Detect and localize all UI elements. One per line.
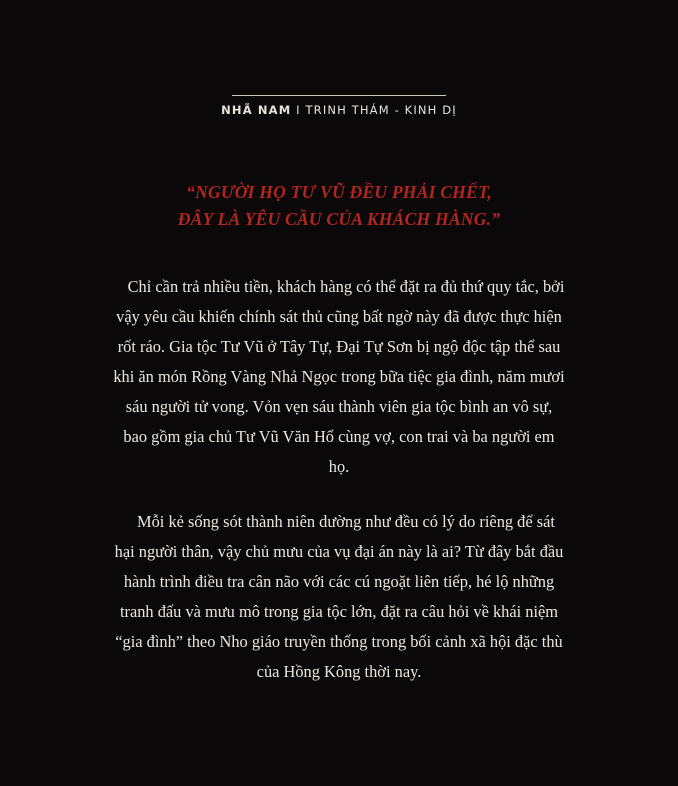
pull-quote-line-1: “NGƯỜI HỌ TƯ VŨ ĐỀU PHẢI CHẾT,	[186, 182, 492, 202]
divider-rule	[232, 95, 446, 96]
blurb-text	[113, 272, 565, 686]
genre-label: TRINH THÁM - KINH DỊ	[305, 103, 457, 117]
publisher-name: NHÃ NAM	[221, 103, 292, 117]
imprint-separator: I	[296, 103, 301, 117]
blurb-paragraph-2	[113, 507, 565, 686]
blurb-paragraph-2-text: Mỗi kẻ sống sót thành niên dường như đều có lý do riêng để sát hại người thân, vậy chủ mưu của vụ đại án này là ai? Từ đây bắt đầu hành trình điều tra cân não với các cú ngoặt liên tiếp, hé lộ những tranh đấu và mưu mô trong gia tộc lớn, đặt ra câu hỏi về khái niệm “gia đình” theo Nho giáo truyền thống trong bối cảnh xã hội đặc thù của Hồng Kông thời nay.	[114, 512, 564, 681]
pull-quote	[104, 179, 574, 232]
blurb-paragraph-1-text: Chỉ cần trả nhiều tiền, khách hàng có thể đặt ra đủ thứ quy tắc, bởi vậy yêu cầu khiến chính sát thủ cũng bất ngờ này đã được thực hiện rốt ráo. Gia tộc Tư Vũ ở Tây Tự, Đại Tự Sơn bị ngộ độc tập thể sau khi ăn món Rồng Vàng Nhả Ngọc trong bữa tiệc gia đình, năm mươi sáu người tử vong. Vỏn vẹn sáu thành viên gia tộc bình an vô sự, bao gồm gia chủ Tư Vũ Văn Hổ cùng vợ, con trai và ba người em họ.	[113, 277, 565, 476]
imprint-line	[0, 103, 678, 117]
imprint-block	[0, 95, 678, 117]
blurb-paragraph-1	[113, 272, 565, 481]
pull-quote-line-2: ĐÂY LÀ YÊU CẦU CỦA KHÁCH HÀNG.”	[177, 208, 501, 229]
